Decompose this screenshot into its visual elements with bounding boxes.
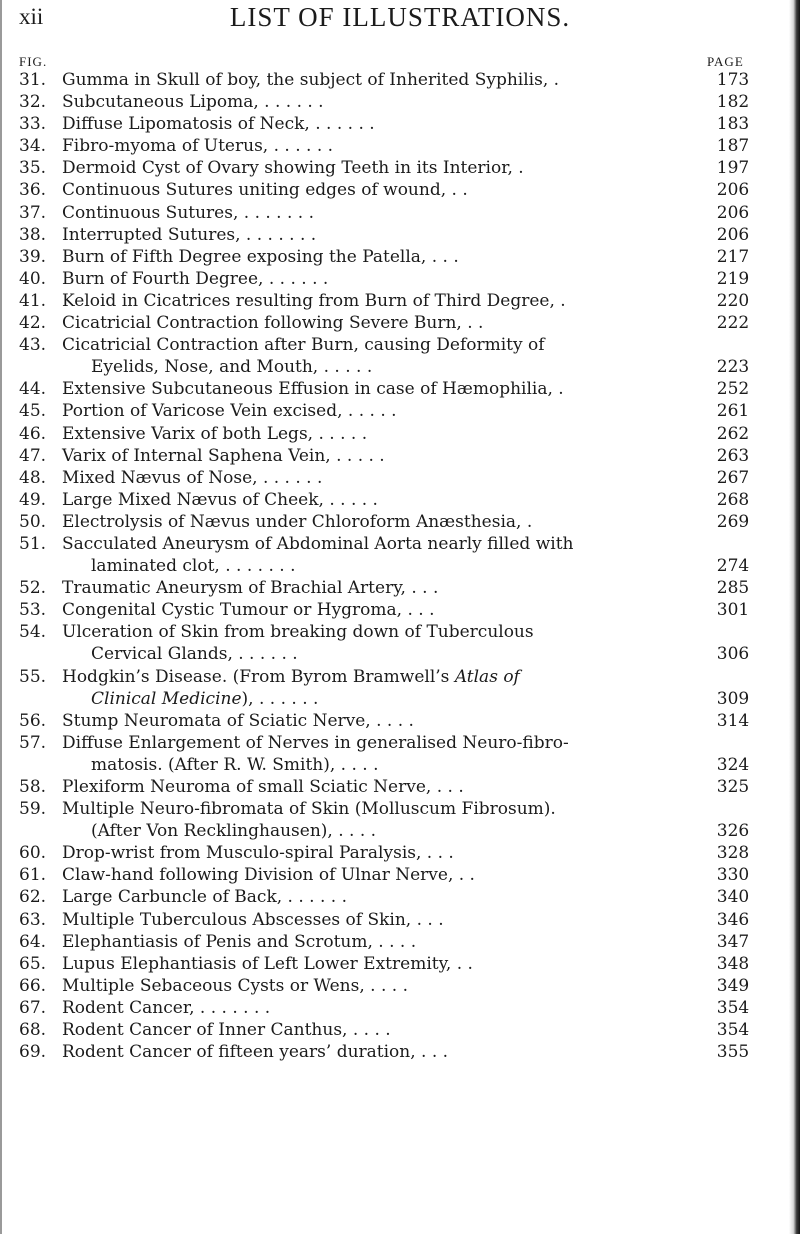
figure-caption: Keloid in Cicatrices resulting from Burn of Third Degree, .	[62, 290, 566, 311]
figure-caption: Electrolysis of Nævus under Chloroform Anæsthesia, .	[62, 511, 533, 532]
page-reference: 206	[716, 202, 750, 223]
page-reference: 328	[716, 843, 750, 864]
figure-number: 42.	[19, 313, 47, 334]
list-item	[0, 798, 800, 842]
figure-number: 45.	[19, 401, 47, 422]
page-reference: 262	[716, 423, 750, 444]
entry-line	[0, 1041, 800, 1063]
entry-line	[0, 931, 800, 953]
figure-number: 50.	[19, 511, 47, 532]
entry-line	[0, 202, 800, 224]
page-reference: 285	[716, 578, 750, 599]
illustration-list	[0, 69, 800, 1063]
list-item	[0, 621, 800, 665]
figure-caption: (After Von Recklinghausen), . . . .	[91, 821, 377, 842]
entry-line	[0, 798, 800, 820]
entry-line	[0, 378, 800, 400]
list-item	[0, 732, 800, 776]
entry-line	[0, 135, 800, 157]
page-reference: 306	[716, 644, 750, 665]
page-reference: 354	[716, 997, 750, 1018]
figure-number: 68.	[19, 1020, 47, 1041]
page-column-label: PAGE	[707, 54, 744, 69]
page-reference: 330	[716, 865, 750, 886]
figure-number: 41.	[19, 290, 47, 311]
figure-number: 67.	[19, 997, 47, 1018]
figure-number: 69.	[19, 1042, 47, 1063]
page-reference: 269	[716, 511, 750, 532]
list-item	[0, 599, 800, 621]
entry-line	[0, 268, 800, 290]
figure-number: 52.	[19, 578, 47, 599]
figure-caption: Claw-hand following Division of Ulnar Nerve, . .	[62, 865, 475, 886]
list-item	[0, 400, 800, 422]
page-reference: 268	[716, 489, 750, 510]
page-reference: 222	[716, 313, 750, 334]
figure-caption: Cervical Glands, . . . . . .	[91, 644, 298, 665]
figure-caption: Eyelids, Nose, and Mouth, . . . . .	[91, 357, 373, 378]
figure-caption: Varix of Internal Saphena Vein, . . . . .	[62, 445, 385, 466]
figure-number: 63.	[19, 909, 47, 930]
page-reference: 354	[716, 1020, 750, 1041]
page-reference: 348	[716, 953, 750, 974]
page-reference: 197	[716, 158, 750, 179]
entry-line	[0, 423, 800, 445]
list-item	[0, 953, 800, 975]
page-reference: 220	[716, 290, 750, 311]
figure-caption: Fibro-myoma of Uterus, . . . . . .	[62, 136, 334, 157]
figure-caption: Elephantiasis of Penis and Scrotum, . . . .	[62, 931, 417, 952]
list-item	[0, 334, 800, 378]
page-reference: 347	[716, 931, 750, 952]
figure-caption: Ulceration of Skin from breaking down of Tuberculous	[62, 622, 534, 643]
list-item	[0, 423, 800, 445]
entry-continuation-line	[0, 555, 800, 577]
page-reference: 187	[716, 136, 750, 157]
figure-number: 33.	[19, 114, 47, 135]
figure-caption: Clinical Medicine), . . . . . .	[91, 688, 319, 709]
figure-caption: Portion of Varicose Vein excised, . . . . .	[62, 401, 397, 422]
page-reference: 301	[716, 600, 750, 621]
page-reference: 346	[716, 909, 750, 930]
list-item	[0, 842, 800, 864]
figure-number: 65.	[19, 953, 47, 974]
entry-line	[0, 224, 800, 246]
page-reference: 326	[716, 821, 750, 842]
figure-caption: laminated clot, . . . . . . .	[91, 556, 296, 577]
entry-line	[0, 400, 800, 422]
figure-caption: Diffuse Enlargement of Nerves in generalised Neuro-fibro-	[62, 732, 569, 753]
figure-caption: Stump Neuromata of Sciatic Nerve, . . . .	[62, 710, 414, 731]
figure-caption: Continuous Sutures uniting edges of wound, . .	[62, 180, 468, 201]
page-reference: 263	[716, 445, 750, 466]
figure-number: 56.	[19, 710, 47, 731]
list-item	[0, 1019, 800, 1041]
list-item	[0, 445, 800, 467]
figure-caption: Extensive Subcutaneous Effusion in case of Hæmophilia, .	[62, 379, 564, 400]
figure-caption: Lupus Elephantiasis of Left Lower Extremity, . .	[62, 953, 473, 974]
figure-caption: Traumatic Aneurysm of Brachial Artery, . . .	[62, 578, 439, 599]
entry-line	[0, 599, 800, 621]
figure-number: 57.	[19, 732, 47, 753]
entry-line	[0, 864, 800, 886]
entry-line	[0, 666, 800, 688]
figure-caption: Plexiform Neuroma of small Sciatic Nerve, . . .	[62, 777, 464, 797]
list-item	[0, 710, 800, 732]
list-item	[0, 864, 800, 886]
list-item	[0, 290, 800, 312]
figure-number: 43.	[19, 335, 47, 356]
list-item	[0, 312, 800, 334]
page-reference: 274	[716, 556, 750, 577]
figure-caption: Rodent Cancer, . . . . . . .	[62, 997, 271, 1018]
page-reference: 223	[716, 357, 750, 378]
page-reference: 217	[716, 246, 750, 267]
list-item	[0, 886, 800, 908]
page-reference: 309	[716, 688, 750, 709]
entry-line	[0, 157, 800, 179]
entry-line	[0, 179, 800, 201]
list-item	[0, 91, 800, 113]
entry-line	[0, 334, 800, 356]
entry-continuation-line	[0, 688, 800, 710]
page-reference: 183	[716, 114, 750, 135]
entry-line	[0, 732, 800, 754]
figure-caption: Interrupted Sutures, . . . . . . .	[62, 224, 317, 245]
figure-number: 31.	[19, 70, 47, 90]
page-title: LIST OF ILLUSTRATIONS.	[229, 2, 571, 32]
entry-line	[0, 621, 800, 643]
entry-line	[0, 710, 800, 732]
entry-line	[0, 511, 800, 533]
page-reference: 206	[716, 224, 750, 245]
entry-line	[0, 997, 800, 1019]
page-reference: 206	[716, 180, 750, 201]
figure-caption: Hodgkin’s Disease. (From Byrom Bramwell’s Atlas of	[62, 666, 520, 687]
page-reference: 261	[716, 401, 750, 422]
entry-line	[0, 69, 800, 91]
list-item	[0, 1041, 800, 1063]
page-reference: 355	[716, 1042, 750, 1063]
list-item	[0, 157, 800, 179]
figure-number: 38.	[19, 224, 47, 245]
entry-line	[0, 489, 800, 511]
figure-number: 47.	[19, 445, 47, 466]
figure-caption: Congenital Cystic Tumour or Hygroma, . . .	[62, 600, 435, 621]
entry-line	[0, 246, 800, 268]
page-reference: 267	[716, 467, 750, 488]
right-scan-edge	[789, 0, 800, 1234]
figure-number: 53.	[19, 600, 47, 621]
entry-line	[0, 445, 800, 467]
entry-line	[0, 1019, 800, 1041]
figure-number: 58.	[19, 777, 47, 797]
entry-line	[0, 312, 800, 334]
list-item	[0, 378, 800, 400]
figure-caption: Continuous Sutures, . . . . . . .	[62, 202, 315, 223]
entry-line	[0, 975, 800, 997]
list-item	[0, 666, 800, 710]
list-item	[0, 69, 800, 91]
entry-line	[0, 290, 800, 312]
list-item	[0, 268, 800, 290]
figure-caption: Mixed Nævus of Nose, . . . . . .	[62, 467, 323, 488]
list-item	[0, 577, 800, 599]
entry-line	[0, 577, 800, 599]
figure-caption: Multiple Sebaceous Cysts or Wens, . . . .	[62, 975, 408, 996]
entry-line	[0, 113, 800, 135]
figure-number: 32.	[19, 92, 47, 113]
figure-caption: matosis. (After R. W. Smith), . . . .	[91, 754, 379, 775]
list-item	[0, 975, 800, 997]
page-reference: 340	[716, 887, 750, 908]
figure-caption: Sacculated Aneurysm of Abdominal Aorta nearly filled with	[62, 533, 574, 554]
list-item	[0, 489, 800, 511]
page-number: xii	[19, 4, 44, 29]
list-item	[0, 246, 800, 268]
entry-line	[0, 909, 800, 931]
entry-line	[0, 953, 800, 975]
figure-caption: Burn of Fifth Degree exposing the Patella, . . .	[62, 246, 459, 267]
figure-number: 34.	[19, 136, 47, 157]
figure-caption: Gumma in Skull of boy, the subject of Inherited Syphilis, .	[62, 70, 560, 90]
figure-caption: Multiple Tuberculous Abscesses of Skin, . . .	[62, 909, 444, 930]
figure-number: 59.	[19, 799, 47, 820]
figure-number: 62.	[19, 887, 47, 908]
figure-caption: Large Carbuncle of Back, . . . . . .	[62, 887, 347, 908]
entry-continuation-line	[0, 356, 800, 378]
figure-caption: Subcutaneous Lipoma, . . . . . .	[62, 92, 324, 113]
list-item	[0, 776, 800, 798]
figure-caption: Rodent Cancer of fifteen years’ duration, . . .	[62, 1042, 449, 1063]
figure-number: 36.	[19, 180, 47, 201]
entry-continuation-line	[0, 820, 800, 842]
entry-line	[0, 467, 800, 489]
figure-caption: Multiple Neuro-fibromata of Skin (Molluscum Fibrosum).	[62, 799, 556, 820]
figure-number: 54.	[19, 622, 47, 643]
figure-caption: Cicatricial Contraction after Burn, causing Deformity of	[62, 335, 545, 356]
figure-number: 35.	[19, 158, 47, 179]
figure-caption: Large Mixed Nævus of Cheek, . . . . .	[62, 489, 378, 510]
page-reference: 173	[716, 70, 750, 90]
list-item	[0, 931, 800, 953]
figure-number: 61.	[19, 865, 47, 886]
figure-number: 48.	[19, 467, 47, 488]
figure-caption: Cicatricial Contraction following Severe Burn, . .	[62, 313, 484, 334]
figure-caption: Rodent Cancer of Inner Canthus, . . . .	[62, 1020, 391, 1041]
list-item	[0, 909, 800, 931]
figure-caption: Dermoid Cyst of Ovary showing Teeth in its Interior, .	[62, 158, 524, 179]
figure-number: 37.	[19, 202, 47, 223]
figure-number: 66.	[19, 975, 47, 996]
list-item	[0, 997, 800, 1019]
entry-line	[0, 842, 800, 864]
list-item	[0, 179, 800, 201]
list-item	[0, 224, 800, 246]
page-reference: 182	[716, 92, 750, 113]
entry-line	[0, 533, 800, 555]
figure-caption: Burn of Fourth Degree, . . . . . .	[62, 268, 329, 289]
list-item	[0, 533, 800, 577]
page-reference: 349	[716, 975, 750, 996]
list-item	[0, 202, 800, 224]
entry-continuation-line	[0, 643, 800, 665]
figure-caption: Drop-wrist from Musculo-spiral Paralysis, . . .	[62, 843, 454, 864]
list-item	[0, 467, 800, 489]
page-reference: 252	[716, 379, 750, 400]
page-reference: 324	[716, 754, 750, 775]
figure-caption: Extensive Varix of both Legs, . . . . .	[62, 423, 368, 444]
list-item	[0, 511, 800, 533]
figure-number: 60.	[19, 843, 47, 864]
fig-column-label: FIG.	[19, 54, 48, 69]
entry-continuation-line	[0, 754, 800, 776]
list-item	[0, 113, 800, 135]
entry-line	[0, 776, 800, 798]
figure-number: 49.	[19, 489, 47, 510]
figure-number: 51.	[19, 533, 47, 554]
page-reference: 219	[716, 268, 750, 289]
figure-number: 55.	[19, 666, 47, 687]
page-reference: 325	[716, 777, 750, 797]
figure-number: 40.	[19, 268, 47, 289]
figure-caption: Diffuse Lipomatosis of Neck, . . . . . .	[62, 114, 375, 135]
figure-number: 46.	[19, 423, 47, 444]
list-item	[0, 135, 800, 157]
figure-number: 64.	[19, 931, 47, 952]
figure-number: 44.	[19, 379, 47, 400]
entry-line	[0, 91, 800, 113]
page-reference: 314	[716, 710, 750, 731]
entry-line	[0, 886, 800, 908]
figure-number: 39.	[19, 246, 47, 267]
